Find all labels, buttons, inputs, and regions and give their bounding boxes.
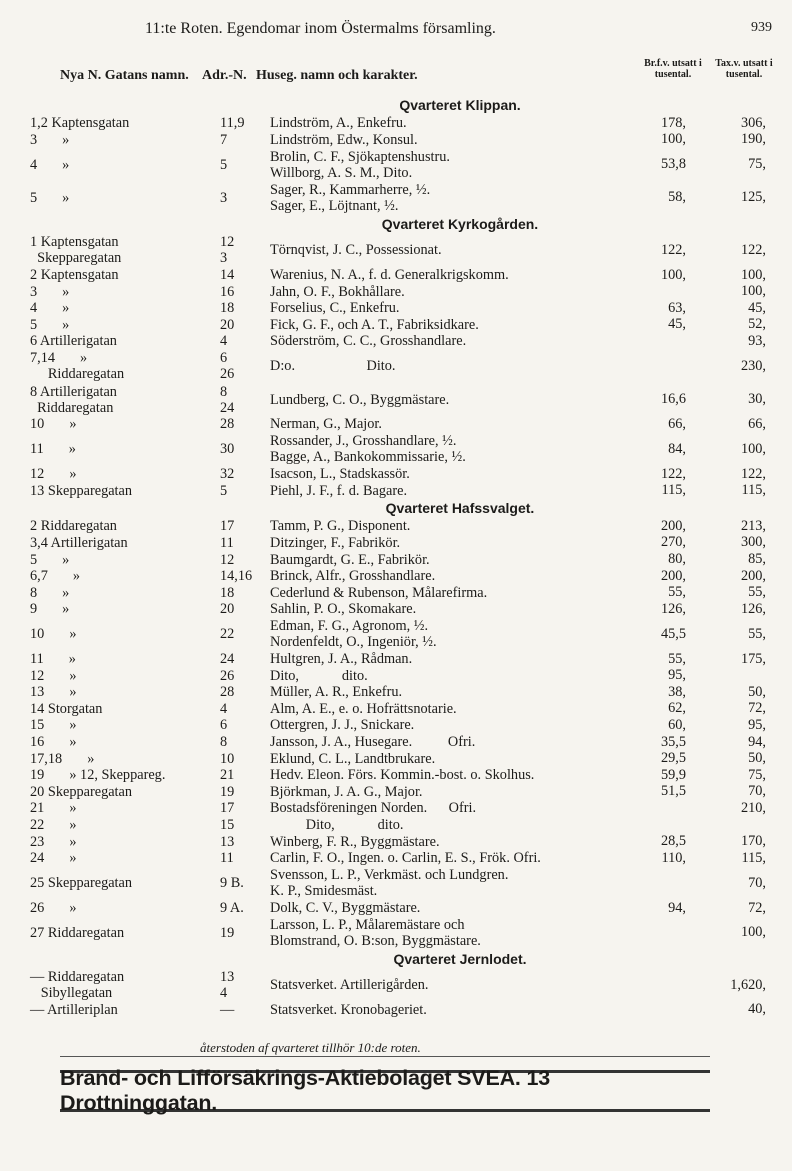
property-row: [30, 115, 770, 132]
tax-value-cell: 75,: [748, 766, 766, 783]
fire-value-cell: 29,5: [660, 750, 686, 767]
tax-value-cell: 70,: [748, 874, 766, 891]
fire-value-cell: 45,5: [660, 625, 686, 642]
street-cell: 20 Skepparegatan: [30, 783, 133, 800]
property-row: [30, 132, 770, 149]
property-row: [30, 916, 770, 949]
tax-value-cell: 30,: [748, 391, 766, 407]
address-cell: 24: [220, 651, 235, 668]
tax-value-cell: 115,: [741, 849, 766, 866]
col-street-header: Nya N. Gatans namn.: [60, 68, 189, 83]
address-cell: 20: [220, 316, 235, 333]
property-row: [30, 867, 770, 900]
property-row: [30, 833, 770, 850]
owner-cell: Forselius, C., Enkefru.: [270, 300, 400, 317]
owner-cell: Baumgardt, G. E., Fabrikör.: [270, 551, 430, 568]
property-row: [30, 750, 770, 767]
address-cell: 10: [220, 750, 235, 767]
fire-value-cell: 122,: [660, 241, 686, 258]
tax-value-cell: 200,: [740, 567, 766, 584]
property-row: [30, 767, 770, 784]
address-cell: 11: [220, 534, 234, 551]
owner-cell: Warenius, N. A., f. d. Generalkrigskomm.: [270, 267, 509, 284]
address-cell: 16: [220, 283, 235, 300]
owner-cell: Eklund, C. L., Landtbrukare.: [270, 750, 436, 767]
address-cell: 11: [220, 850, 234, 867]
tax-value-cell: 125,: [740, 189, 766, 206]
advertisement-banner: Brand- och Lifförsäkrings-Aktiebolaget SVEA. 13 Drottninggatan.: [60, 1070, 710, 1112]
tax-value-cell: 300,: [740, 534, 766, 551]
tax-value-cell: 93,: [748, 332, 766, 349]
page-title: 11:te Roten. Egendomar inom Östermalms församling.: [145, 20, 496, 37]
property-row: [30, 333, 770, 350]
property-row: [30, 535, 770, 552]
tax-value-cell: 55,: [748, 625, 766, 642]
street-cell: 10 »: [30, 416, 77, 433]
street-cell: 4 »: [30, 300, 70, 317]
tax-value-cell: 66,: [748, 415, 766, 432]
tax-value-cell: 85,: [748, 551, 766, 568]
owner-cell: Nerman, G., Major.: [270, 416, 382, 433]
fire-value-cell: 100,: [660, 131, 686, 148]
tax-value-cell: 52,: [748, 316, 766, 333]
fire-value-cell: 62,: [668, 700, 686, 717]
section-heading: Qvarteret Kyrkogården.: [381, 215, 539, 232]
owner-cell: Ditzinger, F., Fabrikör.: [270, 534, 401, 551]
property-row: [30, 568, 770, 585]
fire-value-cell: 100,: [660, 266, 686, 283]
owner-cell: Alm, A. E., e. o. Hofrättsnotarie.: [270, 700, 457, 717]
street-cell: 2 Kaptensgatan: [30, 267, 119, 284]
property-row: [30, 717, 770, 734]
fire-value-cell: 55,: [668, 584, 686, 601]
tax-value-cell: 72,: [748, 700, 766, 717]
street-cell: 10 »: [30, 626, 77, 643]
address-cell: 9 B.: [220, 875, 244, 892]
fire-value-cell: 95,: [668, 667, 686, 684]
tax-value-cell: 70,: [748, 783, 766, 800]
property-row: [30, 584, 770, 601]
tax-value-cell: 190,: [740, 131, 766, 148]
street-cell: 23 »: [30, 833, 77, 850]
address-cell: 21: [220, 767, 235, 784]
fire-value-cell: 28,5: [660, 833, 686, 850]
owner-cell: Dito, dito.: [270, 667, 368, 684]
address-cell: 30: [220, 441, 235, 458]
owner-cell: Piehl, J. F., f. d. Bagare.: [270, 482, 408, 499]
tax-value-cell: 230,: [740, 357, 766, 374]
property-row: [30, 383, 770, 416]
fire-value-cell: 59,9: [660, 766, 686, 783]
address-cell: 12 3: [220, 234, 235, 267]
fire-value-cell: 60,: [668, 716, 686, 733]
address-cell: 6: [220, 717, 228, 734]
property-row: [30, 651, 770, 668]
owner-cell: Björkman, J. A. G., Major.: [270, 783, 423, 800]
address-cell: 5: [220, 482, 228, 499]
property-row: [30, 734, 770, 751]
fire-value-cell: 178,: [660, 114, 686, 131]
tax-value-cell: 122,: [740, 241, 766, 258]
street-cell: — Artilleriplan: [30, 1001, 118, 1018]
property-row: [30, 234, 770, 267]
property-row: [30, 667, 770, 684]
street-cell: 6,7 »: [30, 568, 81, 585]
address-cell: 17: [220, 518, 235, 535]
col-address-header: Adr.-N.: [202, 68, 247, 83]
address-cell: 26: [220, 667, 235, 684]
tax-value-cell: 75,: [748, 156, 766, 173]
street-cell: 14 Storgatan: [30, 700, 103, 717]
address-cell: 14,16: [220, 568, 253, 585]
owner-cell: Larsson, L. P., Målaremästare och Blomstrand, O. B:son, Byggmästare.: [270, 916, 481, 949]
tax-value-cell: 45,: [748, 299, 766, 316]
owner-cell: Sager, R., Kammarherre, ½. Sager, E., Löjtnant, ½.: [270, 181, 431, 214]
fire-value-cell: 126,: [660, 600, 686, 617]
owner-cell: Söderström, C. C., Grosshandlare.: [270, 333, 467, 350]
owner-cell: Tamm, P. G., Disponent.: [270, 518, 411, 535]
owner-cell: Dito, dito.: [270, 817, 404, 834]
owner-cell: Lindström, Edw., Konsul.: [270, 131, 418, 148]
tax-value-cell: 210,: [740, 799, 766, 816]
fire-value-cell: 45,: [668, 316, 686, 333]
owner-cell: Fick, G. F., och A. T., Fabriksidkare.: [270, 316, 479, 333]
property-row: [30, 551, 770, 568]
street-cell: 19 » 12, Skeppareg.: [30, 767, 166, 784]
property-row: [30, 317, 770, 334]
address-cell: 20: [220, 601, 235, 618]
owner-cell: Jahn, O. F., Bokhållare.: [270, 283, 405, 300]
street-cell: 13 Skepparegatan: [30, 482, 133, 499]
property-row: [30, 283, 770, 300]
tax-value-cell: 72,: [748, 899, 766, 916]
footnote: återstoden af qvarteret tillhör 10:de roten.: [200, 1040, 421, 1055]
owner-cell: Hultgren, J. A., Rådman.: [270, 651, 413, 668]
property-row: [30, 684, 770, 701]
fire-value-cell: 63,: [668, 299, 686, 316]
property-row: [30, 900, 770, 917]
property-row: [30, 433, 770, 466]
address-cell: 7: [220, 131, 228, 148]
street-cell: 12 »: [30, 667, 77, 684]
property-row: [30, 300, 770, 317]
owner-cell: Lindström, A., Enkefru.: [270, 115, 407, 132]
property-row: [30, 817, 770, 834]
fire-value-cell: 55,: [668, 650, 686, 667]
address-cell: 22: [220, 626, 235, 643]
tax-value-cell: 1,620,: [730, 976, 766, 993]
page-number: 939: [751, 20, 772, 35]
property-row: [30, 181, 770, 214]
street-cell: 8 »: [30, 584, 70, 601]
address-cell: 32: [220, 466, 235, 483]
tax-value-cell: 100,: [740, 440, 766, 457]
address-cell: 12: [220, 551, 235, 568]
owner-cell: Törnqvist, J. C., Possessionat.: [270, 242, 442, 259]
street-cell: 24 »: [30, 850, 77, 867]
owner-cell: Ottergren, J. J., Snickare.: [270, 717, 415, 734]
address-cell: 14: [220, 267, 235, 284]
page-header: [145, 20, 772, 38]
fire-value-cell: 51,5: [660, 783, 686, 800]
street-cell: 9 »: [30, 601, 70, 618]
address-cell: —: [220, 1001, 235, 1018]
section-heading: Qvarteret Klippan.: [399, 97, 521, 113]
owner-cell: Dolk, C. V., Byggmästare.: [270, 900, 421, 917]
address-cell: 18: [220, 300, 235, 317]
address-cell: 18: [220, 584, 235, 601]
fire-value-cell: 80,: [668, 551, 686, 568]
fire-value-cell: 200,: [660, 517, 686, 534]
fire-value-cell: 115,: [661, 482, 686, 499]
address-cell: 8 24: [220, 383, 235, 416]
tax-value-cell: 115,: [741, 482, 766, 499]
street-cell: — Riddaregatan Sibyllegatan: [30, 969, 125, 1002]
owner-cell: D:o. Dito.: [270, 358, 396, 375]
address-cell: 3: [220, 189, 228, 206]
street-cell: 16 »: [30, 734, 77, 751]
owner-cell: Isacson, L., Stadskassör.: [270, 466, 410, 483]
owner-cell: Statsverket. Artillerigården.: [270, 977, 429, 994]
address-cell: 9 A.: [220, 900, 244, 917]
address-cell: 13 4: [220, 969, 235, 1002]
street-cell: 1,2 Kaptensgatan: [30, 115, 130, 132]
street-cell: 1 Kaptensgatan Skepparegatan: [30, 234, 122, 267]
property-row: [30, 800, 770, 817]
fire-value-cell: 53,8: [660, 156, 686, 173]
street-cell: 11 »: [30, 651, 76, 668]
address-cell: 19: [220, 783, 235, 800]
col-value1-header: Br.f.v. utsatt i tusental.: [644, 58, 702, 80]
owner-cell: Hedv. Eleon. Förs. Kommin.-bost. o. Skolhus.: [270, 767, 535, 784]
owner-cell: Statsverket. Kronobageriet.: [270, 1001, 427, 1018]
owner-cell: Carlin, F. O., Ingen. o. Carlin, E. S., Frök. Ofri.: [270, 850, 541, 867]
address-cell: 15: [220, 817, 235, 834]
street-cell: 3 »: [30, 131, 70, 148]
address-cell: 28: [220, 684, 235, 701]
property-row: [30, 601, 770, 618]
address-cell: 11,9: [220, 115, 245, 132]
owner-cell: Edman, F. G., Agronom, ½. Nordenfeldt, O., Ingeniör, ½.: [270, 618, 437, 651]
owner-cell: Lundberg, C. O., Byggmästare.: [270, 391, 450, 408]
col-value2-header: Tax.v. utsatt i tusental.: [715, 58, 773, 80]
street-cell: 11 »: [30, 441, 76, 458]
street-cell: 5 »: [30, 189, 70, 206]
address-cell: 5: [220, 156, 228, 173]
street-cell: 2 Riddaregatan: [30, 518, 117, 535]
property-row: [30, 784, 770, 801]
property-row: [30, 701, 770, 718]
tax-value-cell: 50,: [748, 683, 766, 700]
property-row: [30, 350, 770, 383]
property-row: [30, 148, 770, 181]
property-row: [30, 850, 770, 867]
fire-value-cell: 200,: [660, 567, 686, 584]
street-cell: 5 »: [30, 551, 70, 568]
fire-value-cell: 35,5: [660, 733, 686, 750]
section-heading: Qvarteret Hafssvalget.: [385, 500, 535, 517]
tax-value-cell: 95,: [748, 716, 766, 733]
street-cell: 17,18 »: [30, 750, 95, 767]
owner-cell: Cederlund & Rubenson, Målarefirma.: [270, 584, 488, 601]
section-heading: Qvarteret Jernlodet.: [393, 950, 527, 967]
col-owner-header: Huseg. namn och karakter.: [256, 68, 418, 83]
property-row: [30, 482, 770, 499]
street-cell: 15 »: [30, 717, 77, 734]
fire-value-cell: 84,: [668, 440, 686, 457]
owner-cell: Müller, A. R., Enkefru.: [270, 684, 403, 701]
property-row: [30, 416, 770, 433]
address-cell: 17: [220, 800, 235, 817]
owner-cell: Jansson, J. A., Husegare. Ofri.: [270, 734, 476, 751]
owner-cell: Bostadsföreningen Norden. Ofri.: [270, 800, 477, 817]
property-row: [30, 618, 770, 651]
owner-cell: Rossander, J., Grosshandlare, ½. Bagge, A., Bankokommissarie, ½.: [270, 433, 466, 466]
property-row: [30, 267, 770, 284]
owner-cell: Brinck, Alfr., Grosshandlare.: [270, 568, 436, 585]
fire-value-cell: 270,: [660, 534, 686, 551]
tax-value-cell: 122,: [740, 465, 766, 482]
tax-value-cell: 100,: [740, 283, 766, 300]
owner-cell: Brolin, C. F., Sjökaptenshustru. Willborg, A. S. M., Dito.: [270, 148, 450, 181]
fire-value-cell: 94,: [668, 899, 686, 916]
property-row: [30, 1002, 770, 1019]
street-cell: 7,14 » Riddaregatan: [30, 350, 125, 383]
fire-value-cell: 66,: [668, 415, 686, 432]
property-listing: [30, 96, 770, 1018]
owner-cell: Svensson, L. P., Verkmäst. och Lundgren. K. P., Smidesmäst.: [270, 867, 509, 900]
street-cell: 5 »: [30, 316, 70, 333]
street-cell: 4 »: [30, 156, 70, 173]
tax-value-cell: 40,: [748, 1001, 766, 1018]
street-cell: 22 »: [30, 817, 77, 834]
footnote-rule: [60, 1056, 710, 1057]
property-row: [30, 969, 770, 1002]
property-row: [30, 466, 770, 483]
tax-value-cell: 94,: [748, 733, 766, 750]
tax-value-cell: 175,: [740, 650, 766, 667]
street-cell: 8 Artillerigatan Riddaregatan: [30, 383, 117, 416]
tax-value-cell: 213,: [740, 517, 766, 534]
street-cell: 21 »: [30, 800, 77, 817]
street-cell: 27 Riddaregatan: [30, 924, 125, 941]
address-cell: 4: [220, 333, 228, 350]
owner-cell: Sahlin, P. O., Skomakare.: [270, 601, 417, 618]
address-cell: 6 26: [220, 350, 235, 383]
street-cell: 26 »: [30, 900, 77, 917]
street-cell: 3 »: [30, 283, 70, 300]
street-cell: 6 Artillerigatan: [30, 333, 117, 350]
tax-value-cell: 306,: [740, 114, 766, 131]
tax-value-cell: 170,: [740, 833, 766, 850]
address-cell: 28: [220, 416, 235, 433]
street-cell: 25 Skepparegatan: [30, 875, 133, 892]
tax-value-cell: 100,: [740, 924, 766, 941]
tax-value-cell: 50,: [748, 750, 766, 767]
street-cell: 13 »: [30, 684, 77, 701]
fire-value-cell: 110,: [661, 849, 686, 866]
address-cell: 19: [220, 924, 235, 941]
tax-value-cell: 55,: [748, 584, 766, 601]
street-cell: 12 »: [30, 466, 77, 483]
tax-value-cell: 100,: [740, 266, 766, 283]
fire-value-cell: 58,: [668, 189, 686, 206]
tax-value-cell: 126,: [740, 600, 766, 617]
owner-cell: Winberg, F. R., Byggmästare.: [270, 833, 440, 850]
address-cell: 4: [220, 700, 228, 717]
fire-value-cell: 16,6: [660, 391, 686, 407]
address-cell: 13: [220, 833, 235, 850]
fire-value-cell: 122,: [660, 465, 686, 482]
address-cell: 8: [220, 734, 228, 751]
fire-value-cell: 38,: [668, 683, 686, 700]
street-cell: 3,4 Artillerigatan: [30, 534, 128, 551]
property-row: [30, 518, 770, 535]
